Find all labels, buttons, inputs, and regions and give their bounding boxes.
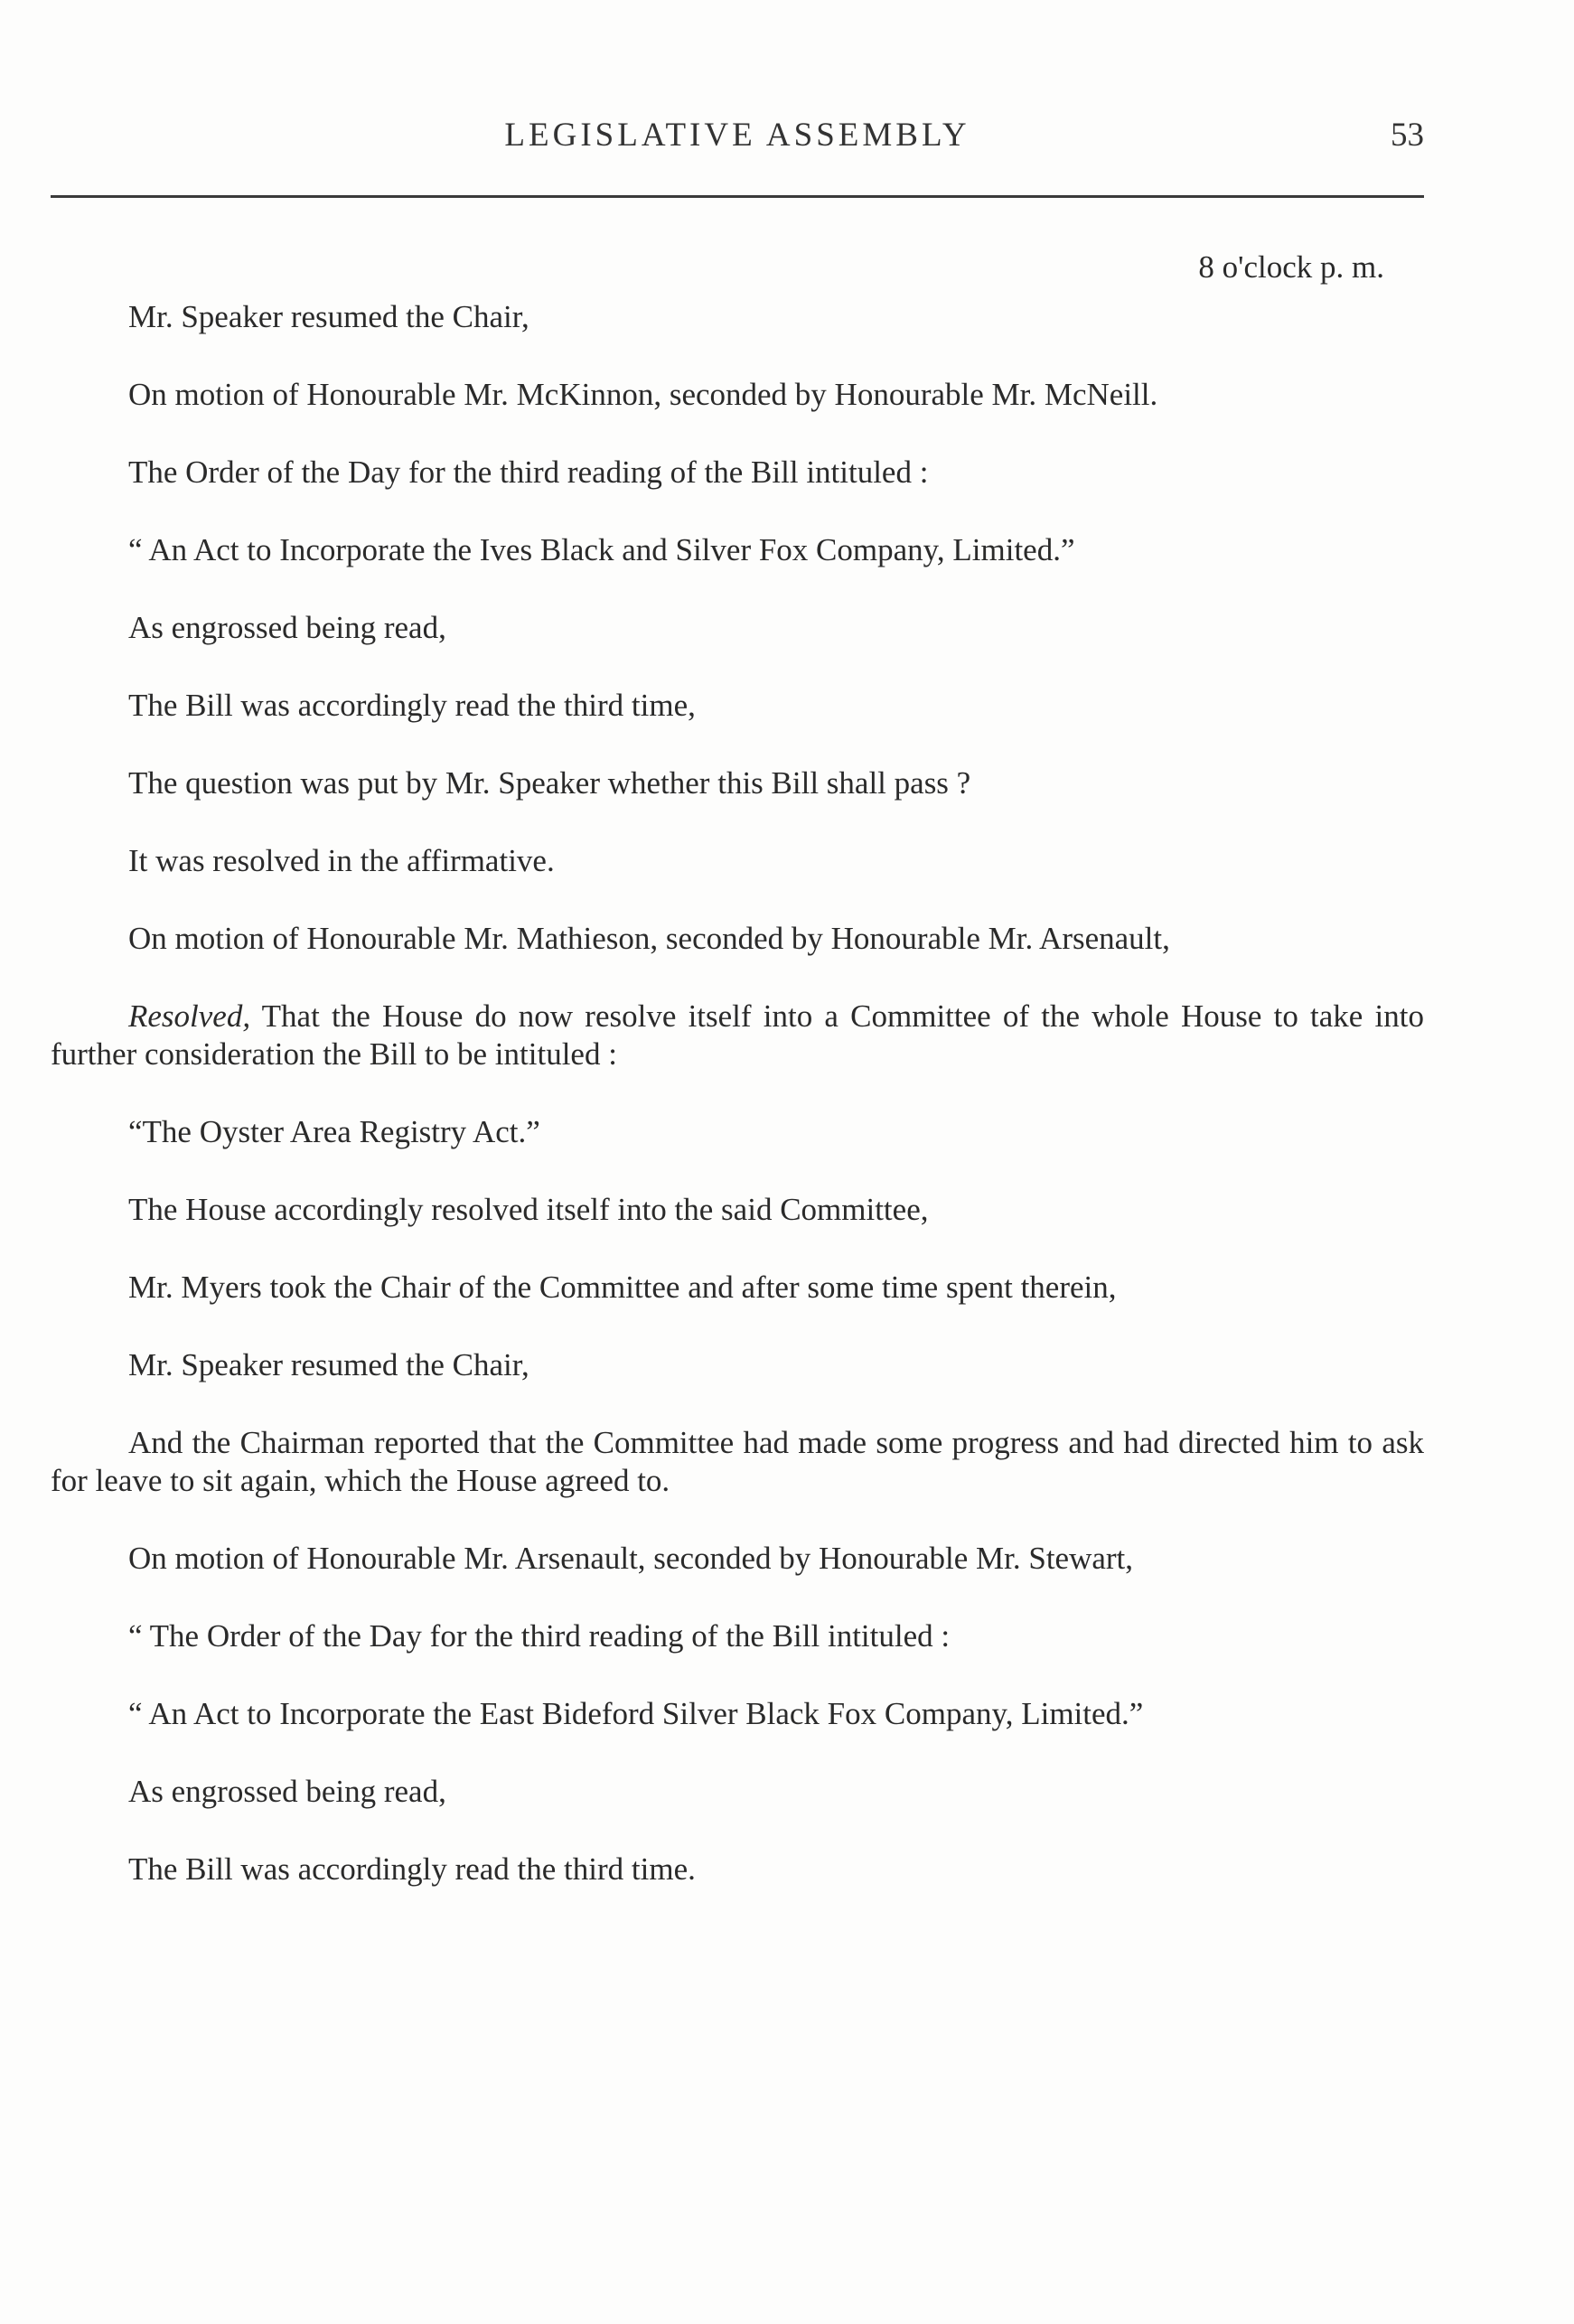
paragraph: As engrossed being read, bbox=[128, 610, 446, 645]
paragraph: Mr. Speaker resumed the Chair, bbox=[128, 1347, 529, 1382]
journal-body bbox=[51, 298, 1424, 1928]
session-time: 8 o'clock p. m. bbox=[1198, 249, 1384, 285]
paragraph: As engrossed being read, bbox=[128, 1774, 446, 1809]
resolved-label: Resolved, bbox=[128, 998, 251, 1034]
resolution-text: That the House do now resolve itself into a Committee of the whole House to take into further consideration the Bill to be intituled : bbox=[51, 998, 1424, 1072]
paragraph: On motion of Honourable Mr. McKinnon, seconded by Honourable Mr. McNeill. bbox=[128, 377, 1158, 412]
paragraph: “ The Order of the Day for the third reading of the Bill intituled : bbox=[128, 1618, 951, 1654]
paragraph: “The Oyster Area Registry Act.” bbox=[128, 1114, 540, 1149]
paragraph: The Bill was accordingly read the third time. bbox=[128, 1851, 696, 1887]
paragraph: The question was put by Mr. Speaker whether this Bill shall pass ? bbox=[128, 765, 971, 801]
paragraph: On motion of Honourable Mr. Arsenault, seconded by Honourable Mr. Stewart, bbox=[128, 1541, 1134, 1576]
paragraph: The House accordingly resolved itself into the said Committee, bbox=[128, 1192, 929, 1227]
page-number: 53 bbox=[1391, 117, 1424, 154]
paragraph: On motion of Honourable Mr. Mathieson, seconded by Honourable Mr. Arsenault, bbox=[128, 921, 1170, 956]
paragraph: The Bill was accordingly read the third time, bbox=[128, 688, 696, 723]
running-header bbox=[51, 116, 1424, 170]
header-title: LEGISLATIVE ASSEMBLY bbox=[504, 117, 970, 154]
paragraph: “ An Act to Incorporate the Ives Black and Silver Fox Company, Limited.” bbox=[128, 532, 1075, 567]
paragraph: The Order of the Day for the third reading of the Bill intituled : bbox=[128, 454, 929, 490]
paragraph: Mr. Speaker resumed the Chair, bbox=[128, 299, 529, 334]
paragraph: And the Chairman reported that the Committee had made some progress and had directed him to ask for leave to sit again, which the House agreed to. bbox=[51, 1425, 1424, 1498]
header-rule bbox=[51, 195, 1424, 198]
paragraph: It was resolved in the affirmative. bbox=[128, 843, 555, 878]
paragraph: Mr. Myers took the Chair of the Committee and after some time spent therein, bbox=[128, 1270, 1117, 1305]
resolution-paragraph bbox=[51, 998, 1424, 1073]
paragraph: “ An Act to Incorporate the East Bideford Silver Black Fox Company, Limited.” bbox=[128, 1696, 1144, 1731]
